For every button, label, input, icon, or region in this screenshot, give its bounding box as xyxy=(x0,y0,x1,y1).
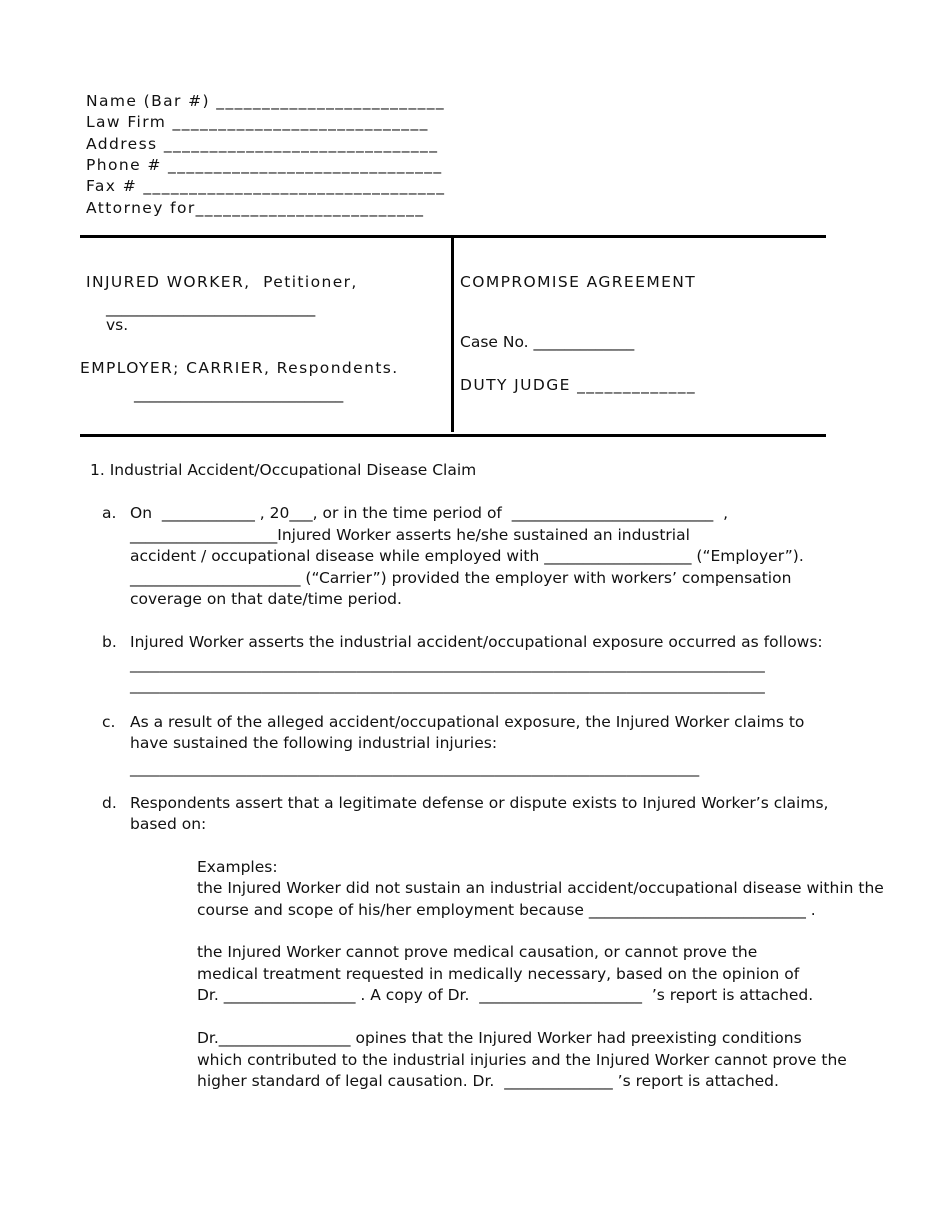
law-firm-field: Law Firm ____________________________ xyxy=(86,113,429,131)
name-bar-field: Name (Bar #) _________________________ xyxy=(86,92,446,110)
item-b-line: Injured Worker asserts the industrial accident/occupational exposure occurred as follows: xyxy=(130,633,823,651)
item-c-line: have sustained the following industrial injuries: xyxy=(130,734,498,752)
item-a-line: coverage on that date/time period. xyxy=(130,590,402,608)
caption-bottom-rule xyxy=(80,434,826,437)
item-c-marker: c. xyxy=(102,713,116,731)
petitioner-label: INJURED WORKER, Petitioner, xyxy=(86,273,358,291)
case-number-field: Case No. _____________ xyxy=(460,333,635,351)
item-b-blank-line: _______________________________________________________________________________________ xyxy=(130,656,765,673)
item-a-marker: a. xyxy=(102,504,117,522)
item-c-blank-line: ______________________________________________________________________________ xyxy=(130,760,700,777)
address-field: Address ______________________________ xyxy=(86,135,439,153)
example-3-line: Dr._________________ opines that the Injured Worker had preexisting conditions xyxy=(197,1029,802,1047)
duty-judge-field: DUTY JUDGE _____________ xyxy=(460,376,697,394)
item-a-line: ___________________Injured Worker asserts he/she sustained an industrial xyxy=(130,526,690,544)
example-2-line: Dr. _________________ . A copy of Dr. _____________________ ’s report is attached. xyxy=(197,986,814,1004)
examples-label: Examples: xyxy=(197,858,278,876)
phone-field: Phone # ______________________________ xyxy=(86,156,443,174)
example-1-line: course and scope of his/her employment because ____________________________ . xyxy=(197,901,816,919)
item-d-marker: d. xyxy=(102,794,117,812)
item-a-line: On ____________ , 20___, or in the time period of __________________________ , xyxy=(130,504,729,522)
example-1-line: the Injured Worker did not sustain an industrial accident/occupational disease within the xyxy=(197,879,884,897)
example-3-line: which contributed to the industrial injuries and the Injured Worker cannot prove the xyxy=(197,1051,847,1069)
attorney-for-field: Attorney for_________________________ xyxy=(86,199,425,217)
fax-field: Fax # _________________________________ xyxy=(86,177,446,195)
respondents-line: ___________________________ xyxy=(134,385,344,403)
item-c-line: As a result of the alleged accident/occupational exposure, the Injured Worker claims to xyxy=(130,713,805,731)
example-2-line: medical treatment requested in medically necessary, based on the opinion of xyxy=(197,965,800,983)
item-d-line: Respondents assert that a legitimate defense or dispute exists to Injured Worker’s claims, xyxy=(130,794,829,812)
caption-divider xyxy=(451,238,454,432)
item-b-marker: b. xyxy=(102,633,117,651)
item-d-line: based on: xyxy=(130,815,207,833)
section-heading: 1. Industrial Accident/Occupational Disease Claim xyxy=(90,461,477,479)
example-2-line: the Injured Worker cannot prove medical causation, or cannot prove the xyxy=(197,943,758,961)
example-3-line: higher standard of legal causation. Dr. ______________ ’s report is attached. xyxy=(197,1072,779,1090)
document-title: COMPROMISE AGREEMENT xyxy=(460,273,697,291)
respondents-label: EMPLOYER; CARRIER, Respondents. xyxy=(80,359,399,377)
petitioner-line: ___________________________ xyxy=(106,299,316,317)
item-a-line: accident / occupational disease while employed with ___________________ (“Employer”). xyxy=(130,547,804,565)
versus-label: vs. xyxy=(106,316,129,334)
item-b-blank-line: _______________________________________________________________________________________ xyxy=(130,677,765,694)
item-a-line: ______________________ (“Carrier”) provided the employer with workers’ compensation xyxy=(130,569,792,587)
